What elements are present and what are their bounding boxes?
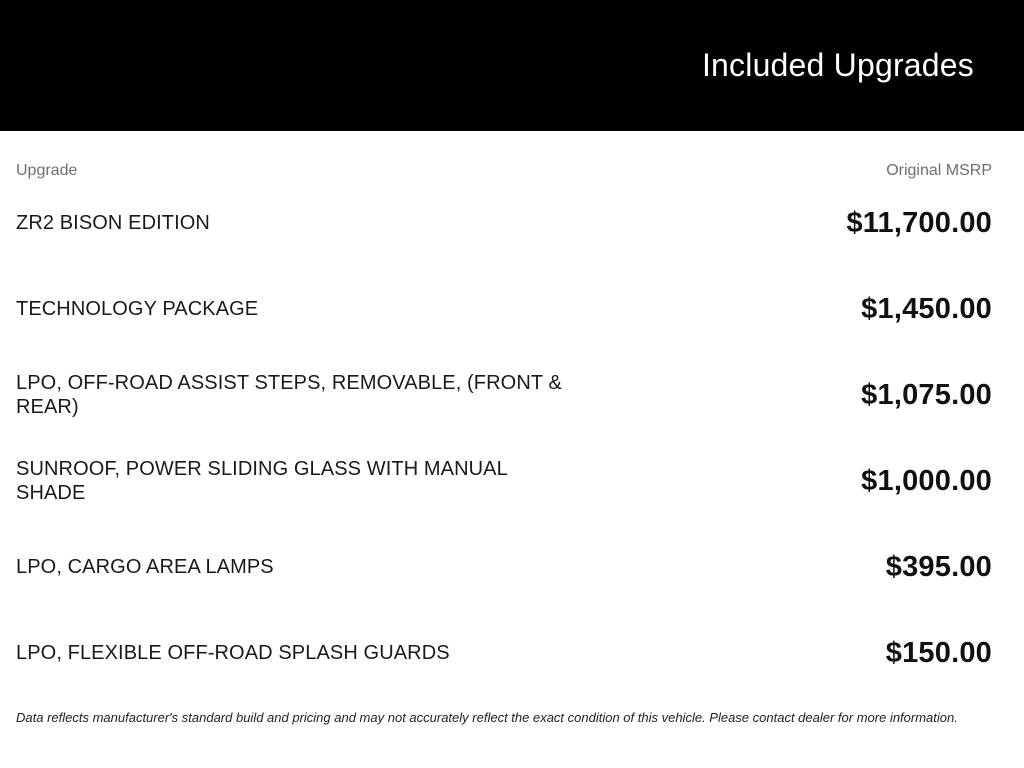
table-column-headers — [16, 161, 992, 180]
upgrade-name: ZR2 BISON EDITION — [16, 212, 210, 234]
table-row — [16, 438, 992, 524]
app-header — [0, 0, 1024, 131]
column-header-msrp: Original MSRP — [886, 162, 992, 179]
upgrade-name: LPO, OFF-ROAD ASSIST STEPS, REMOVABLE, (FRONT & REAR) — [16, 372, 562, 418]
msrp-value: $1,075.00 — [861, 378, 992, 411]
msrp-value: $1,000.00 — [861, 464, 992, 497]
msrp-value: $395.00 — [885, 550, 992, 583]
upgrades-table — [0, 161, 1024, 726]
disclaimer-text: Data reflects manufacturer's standard build and pricing and may not accurately reflect the exact condition of this vehicle. Please contact dealer for more information. — [16, 710, 958, 725]
msrp-value: $1,450.00 — [861, 292, 992, 325]
table-row — [16, 180, 992, 266]
table-row — [16, 610, 992, 696]
msrp-value: $11,700.00 — [846, 206, 992, 239]
msrp-value: $150.00 — [885, 636, 992, 669]
page-title: Included Upgrades — [701, 47, 974, 83]
table-row — [16, 524, 992, 610]
table-body — [16, 180, 992, 696]
upgrade-name: SUNROOF, POWER SLIDING GLASS WITH MANUAL SHADE — [16, 458, 508, 504]
upgrade-name: TECHNOLOGY PACKAGE — [16, 298, 259, 320]
upgrade-name: LPO, FLEXIBLE OFF-ROAD SPLASH GUARDS — [16, 642, 450, 664]
table-row — [16, 352, 992, 438]
column-header-upgrade: Upgrade — [16, 162, 78, 179]
upgrade-name: LPO, CARGO AREA LAMPS — [16, 556, 274, 578]
table-row — [16, 266, 992, 352]
